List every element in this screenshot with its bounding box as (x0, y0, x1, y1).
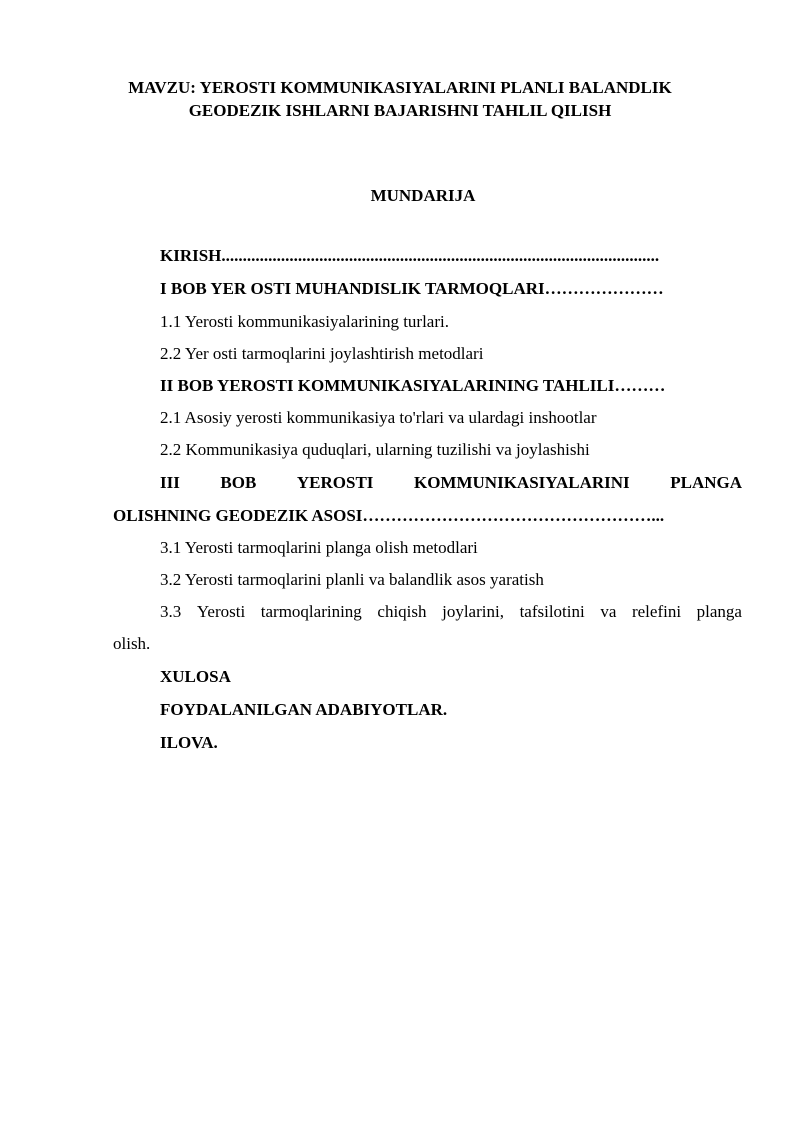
toc-entry-1-1: 1.1 Yerosti kommunikasiyalarining turlari. (160, 312, 449, 331)
bob3-word: PLANGA (670, 473, 742, 492)
s33-word: Yerosti (196, 602, 246, 621)
title-line-1: MAVZU: YEROSTI KOMMUNIKASIYALARINI PLANLI BALANDLIK (128, 78, 672, 97)
toc-entry-bob-3-continuation: OLISHNING GEODEZIK ASOSI……………………………………………... (113, 506, 665, 525)
bob3-word: YEROSTI (296, 473, 374, 492)
s33-word: relefini (631, 602, 682, 621)
toc-entry-adabiyotlar: FOYDALANILGAN ADABIYOTLAR. (160, 700, 448, 719)
toc-entry-3-3 (160, 601, 742, 623)
toc-entry-ilova: ILOVA. (160, 733, 218, 752)
s33-word: va (600, 602, 617, 621)
toc-entry-bob-2: II BOB YEROSTI KOMMUNIKASIYALARINING TAHLILI……… (160, 376, 666, 395)
toc-entry-xulosa: XULOSA (160, 667, 231, 686)
document-title (0, 76, 800, 122)
toc-entry-bob-1: I BOB YER OSTI MUHANDISLIK TARMOQLARI………………… (160, 279, 664, 298)
bob3-word: KOMMUNIKASIYALARINI (413, 473, 630, 492)
toc-entry-bob-3 (160, 472, 742, 494)
toc-entry-3-1: 3.1 Yerosti tarmoqlarini planga olish metodlari (160, 538, 478, 557)
s33-word: chiqish (377, 602, 427, 621)
toc-entry-3-3-continuation: olish. (113, 634, 151, 653)
bob3-word: BOB (220, 473, 257, 492)
s33-word: joylarini, (442, 602, 504, 621)
s33-word: tafsilotini (519, 602, 585, 621)
s33-word: planga (696, 602, 742, 621)
toc-entry-2-2: 2.2 Kommunikasiya quduqlari, ularning tuzilishi va joylashishi (160, 440, 590, 459)
toc-heading: MUNDARIJA (370, 186, 476, 205)
toc-entry-kirish: KIRISH....................................................................................................... (160, 246, 660, 265)
s33-word: tarmoqlarining (260, 602, 362, 621)
toc-entry-3-2: 3.2 Yerosti tarmoqlarini planli va balandlik asos yaratish (160, 570, 544, 589)
s33-word: 3.3 (160, 602, 182, 621)
toc-entry-1-2: 2.2 Yer osti tarmoqlarini joylashtirish metodlari (160, 344, 484, 363)
toc-entry-2-1: 2.1 Asosiy yerosti kommunikasiya to'rlari va ulardagi inshootlar (160, 408, 597, 427)
bob3-word: III (160, 473, 180, 492)
title-line-2: GEODEZIK ISHLARNI BAJARISHNI TAHLIL QILISH (188, 101, 612, 120)
